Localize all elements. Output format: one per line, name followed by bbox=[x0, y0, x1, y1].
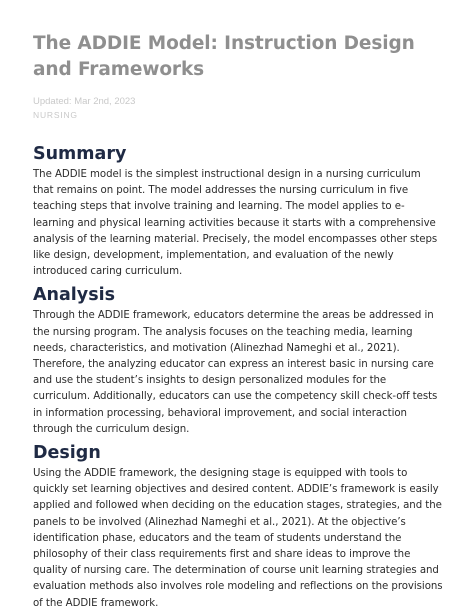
analysis-body: Through the ADDIE framework, educators determine the areas be addressed in the nursing program. The analysis focuses on the teaching media, learning needs, characteristics, and motivation (Alinezhad Nameghi et al., 2021). Therefore, the analyzing educator can express an interest basic in nursing care and use the student’s insights to design personalized modules for the curriculum. Additionally, educators can use the competency skill check-off tests in information processing, behavioral improvement, and social interaction through the curriculum design. bbox=[33, 310, 438, 435]
updated-date: Updated: Mar 2nd, 2023 bbox=[33, 96, 136, 107]
summary-section bbox=[33, 143, 444, 280]
category-label: NURSING bbox=[33, 110, 78, 120]
analysis-heading: Analysis bbox=[33, 285, 116, 306]
design-section bbox=[33, 442, 444, 612]
summary-body: The ADDIE model is the simplest instructional design in a nursing curriculum that remains on point. The model addresses the nursing curriculum in five teaching steps that involve training and learning. The model applies to e-learning and physical learning activities because it starts with a comprehensive analysis of the learning material. Precisely, the model encompasses other steps like design, development, implementation, and evaluation of the newly introduced caring curriculum. bbox=[33, 169, 438, 278]
design-heading: Design bbox=[33, 443, 101, 464]
design-body: Using the ADDIE framework, the designing stage is equipped with tools to quickly set learning objectives and desired content. ADDIE’s framework is easily applied and followed when deciding on the education stages, strategies, and the panels to be involved (Alinezhad Nameghi et al., 2021). At the objective’s identification phase, educators and the team of students understand the philosophy of their class requirements first and share ideas to improve the quality of nursing care. The determination of course unit learning strategies and evaluation methods also involves role modeling and reflections on the provisions of the ADDIE framework. bbox=[33, 468, 443, 609]
document-title: The ADDIE Model: Instruction Design and Frameworks bbox=[33, 33, 415, 80]
summary-heading: Summary bbox=[33, 144, 127, 164]
analysis-section bbox=[33, 284, 444, 438]
